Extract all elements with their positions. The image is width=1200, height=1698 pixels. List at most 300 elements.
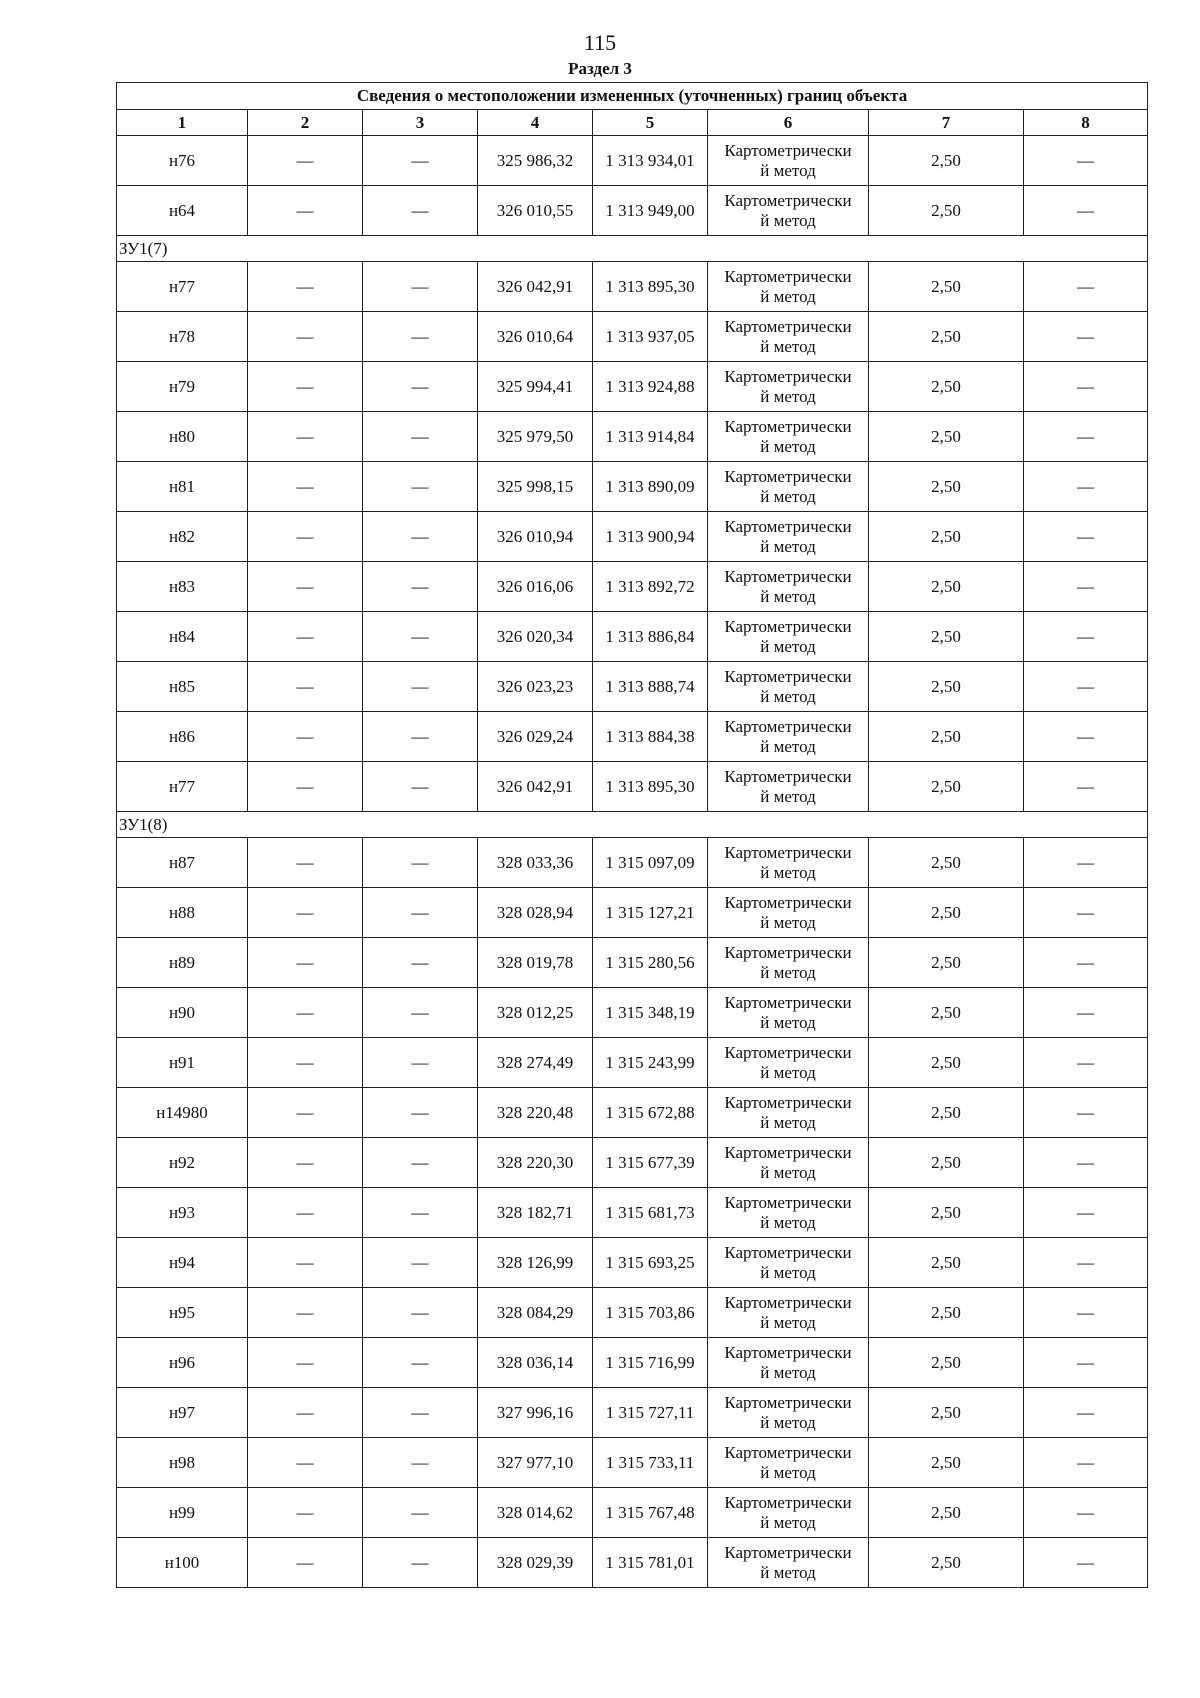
- method-line-1: Картометрически: [724, 516, 852, 536]
- method-cell: [708, 1088, 869, 1138]
- y-coordinate-cell: 1 315 727,11: [593, 1388, 708, 1438]
- point-name-cell: н92: [117, 1138, 248, 1188]
- y-coordinate-cell: 1 315 716,99: [593, 1338, 708, 1388]
- col2-cell: —: [248, 1438, 363, 1488]
- col2-cell: —: [248, 362, 363, 412]
- point-name-cell: н98: [117, 1438, 248, 1488]
- method-cell: [708, 662, 869, 712]
- y-coordinate-cell: 1 313 900,94: [593, 512, 708, 562]
- accuracy-cell: 2,50: [869, 512, 1024, 562]
- x-coordinate-cell: 328 033,36: [478, 838, 593, 888]
- table-row: [117, 186, 1148, 236]
- accuracy-cell: 2,50: [869, 888, 1024, 938]
- point-name-cell: н93: [117, 1188, 248, 1238]
- table-row: [117, 988, 1148, 1038]
- column-header: 7: [869, 110, 1024, 136]
- x-coordinate-cell: 326 010,55: [478, 186, 593, 236]
- y-coordinate-cell: 1 313 949,00: [593, 186, 708, 236]
- col3-cell: —: [363, 1338, 478, 1388]
- method-cell: [708, 938, 869, 988]
- accuracy-cell: 2,50: [869, 412, 1024, 462]
- method-cell: [708, 412, 869, 462]
- col2-cell: —: [248, 1038, 363, 1088]
- point-name-cell: н100: [117, 1538, 248, 1588]
- col2-cell: —: [248, 1088, 363, 1138]
- method-line-1: Картометрически: [724, 1042, 852, 1062]
- point-name-cell: н64: [117, 186, 248, 236]
- method-line-1: Картометрически: [724, 466, 852, 486]
- column-header: 5: [593, 110, 708, 136]
- method-line-1: Картометрически: [724, 416, 852, 436]
- table-row: [117, 1188, 1148, 1238]
- col8-cell: —: [1024, 1138, 1148, 1188]
- method-line-2: й метод: [760, 436, 816, 456]
- col8-cell: —: [1024, 712, 1148, 762]
- col2-cell: —: [248, 562, 363, 612]
- col2-cell: —: [248, 1538, 363, 1588]
- y-coordinate-cell: 1 315 767,48: [593, 1488, 708, 1538]
- accuracy-cell: 2,50: [869, 712, 1024, 762]
- col3-cell: —: [363, 312, 478, 362]
- point-name-cell: н88: [117, 888, 248, 938]
- point-name-cell: н86: [117, 712, 248, 762]
- method-cell: [708, 312, 869, 362]
- x-coordinate-cell: 327 977,10: [478, 1438, 593, 1488]
- y-coordinate-cell: 1 313 934,01: [593, 136, 708, 186]
- x-coordinate-cell: 326 020,34: [478, 612, 593, 662]
- method-line-1: Картометрически: [724, 1492, 852, 1512]
- method-cell: [708, 1338, 869, 1388]
- table-row: [117, 136, 1148, 186]
- x-coordinate-cell: 326 023,23: [478, 662, 593, 712]
- col3-cell: —: [363, 1538, 478, 1588]
- method-cell: [708, 186, 869, 236]
- method-line-1: Картометрически: [724, 766, 852, 786]
- method-line-2: й метод: [760, 786, 816, 806]
- method-line-1: Картометрически: [724, 366, 852, 386]
- accuracy-cell: 2,50: [869, 1388, 1024, 1438]
- method-line-1: Картометрически: [724, 266, 852, 286]
- y-coordinate-cell: 1 313 895,30: [593, 762, 708, 812]
- page-number: 115: [583, 30, 617, 55]
- col2-cell: —: [248, 662, 363, 712]
- x-coordinate-cell: 328 126,99: [478, 1238, 593, 1288]
- method-cell: [708, 1188, 869, 1238]
- y-coordinate-cell: 1 313 886,84: [593, 612, 708, 662]
- point-name-cell: н81: [117, 462, 248, 512]
- method-cell: [708, 1038, 869, 1088]
- x-coordinate-cell: 326 029,24: [478, 712, 593, 762]
- column-header: 2: [248, 110, 363, 136]
- group-label: ЗУ1(7): [117, 236, 1148, 262]
- point-name-cell: н77: [117, 262, 248, 312]
- col2-cell: —: [248, 512, 363, 562]
- col2-cell: —: [248, 462, 363, 512]
- col3-cell: —: [363, 362, 478, 412]
- point-name-cell: н83: [117, 562, 248, 612]
- point-name-cell: н89: [117, 938, 248, 988]
- table-row: [117, 1488, 1148, 1538]
- method-line-2: й метод: [760, 1112, 816, 1132]
- col3-cell: —: [363, 1488, 478, 1538]
- point-name-cell: н76: [117, 136, 248, 186]
- method-cell: [708, 1138, 869, 1188]
- column-header: 6: [708, 110, 869, 136]
- table-row: [117, 1438, 1148, 1488]
- method-cell: [708, 1438, 869, 1488]
- col3-cell: —: [363, 888, 478, 938]
- point-name-cell: н96: [117, 1338, 248, 1388]
- col3-cell: —: [363, 1438, 478, 1488]
- table-caption: Сведения о местоположении измененных (уточненных) границ объекта: [117, 83, 1148, 110]
- x-coordinate-cell: 325 979,50: [478, 412, 593, 462]
- y-coordinate-cell: 1 315 127,21: [593, 888, 708, 938]
- method-line-2: й метод: [760, 1162, 816, 1182]
- col3-cell: —: [363, 1038, 478, 1088]
- table-caption-row: [117, 83, 1148, 110]
- accuracy-cell: 2,50: [869, 662, 1024, 712]
- method-line-1: Картометрически: [724, 1442, 852, 1462]
- method-line-2: й метод: [760, 1262, 816, 1282]
- method-line-1: Картометрически: [724, 616, 852, 636]
- y-coordinate-cell: 1 313 884,38: [593, 712, 708, 762]
- accuracy-cell: 2,50: [869, 136, 1024, 186]
- col2-cell: —: [248, 186, 363, 236]
- table-row: [117, 838, 1148, 888]
- col8-cell: —: [1024, 462, 1148, 512]
- col2-cell: —: [248, 712, 363, 762]
- col8-cell: —: [1024, 662, 1148, 712]
- method-cell: [708, 762, 869, 812]
- y-coordinate-cell: 1 313 924,88: [593, 362, 708, 412]
- x-coordinate-cell: 328 019,78: [478, 938, 593, 988]
- method-line-2: й метод: [760, 386, 816, 406]
- method-cell: [708, 838, 869, 888]
- y-coordinate-cell: 1 313 890,09: [593, 462, 708, 512]
- x-coordinate-cell: 325 998,15: [478, 462, 593, 512]
- method-cell: [708, 712, 869, 762]
- col8-cell: —: [1024, 612, 1148, 662]
- point-name-cell: н77: [117, 762, 248, 812]
- col8-cell: —: [1024, 988, 1148, 1038]
- method-cell: [708, 888, 869, 938]
- col8-cell: —: [1024, 1038, 1148, 1088]
- table-row: [117, 512, 1148, 562]
- table-row: [117, 562, 1148, 612]
- y-coordinate-cell: 1 313 895,30: [593, 262, 708, 312]
- method-line-2: й метод: [760, 1212, 816, 1232]
- col8-cell: —: [1024, 1388, 1148, 1438]
- col8-cell: —: [1024, 1538, 1148, 1588]
- method-line-1: Картометрически: [724, 992, 852, 1012]
- table-row: [117, 1038, 1148, 1088]
- col8-cell: —: [1024, 312, 1148, 362]
- table-row: [117, 888, 1148, 938]
- col2-cell: —: [248, 412, 363, 462]
- accuracy-cell: 2,50: [869, 1438, 1024, 1488]
- method-line-1: Картометрически: [724, 316, 852, 336]
- col8-cell: —: [1024, 1188, 1148, 1238]
- table-row: [117, 612, 1148, 662]
- method-line-2: й метод: [760, 286, 816, 306]
- accuracy-cell: 2,50: [869, 1188, 1024, 1238]
- col8-cell: —: [1024, 562, 1148, 612]
- method-line-1: Картометрически: [724, 566, 852, 586]
- accuracy-cell: 2,50: [869, 1038, 1024, 1088]
- table-row: [117, 1288, 1148, 1338]
- x-coordinate-cell: 326 010,64: [478, 312, 593, 362]
- col2-cell: —: [248, 136, 363, 186]
- col3-cell: —: [363, 186, 478, 236]
- method-line-1: Картометрически: [724, 1392, 852, 1412]
- x-coordinate-cell: 328 220,48: [478, 1088, 593, 1138]
- x-coordinate-cell: 326 042,91: [478, 762, 593, 812]
- table-row: [117, 662, 1148, 712]
- x-coordinate-cell: 328 274,49: [478, 1038, 593, 1088]
- col3-cell: —: [363, 1288, 478, 1338]
- method-line-1: Картометрически: [724, 842, 852, 862]
- method-cell: [708, 362, 869, 412]
- col8-cell: —: [1024, 888, 1148, 938]
- method-line-2: й метод: [760, 1012, 816, 1032]
- method-cell: [708, 462, 869, 512]
- col2-cell: —: [248, 1388, 363, 1438]
- y-coordinate-cell: 1 313 937,05: [593, 312, 708, 362]
- method-line-2: й метод: [760, 962, 816, 982]
- col2-cell: —: [248, 1488, 363, 1538]
- y-coordinate-cell: 1 313 892,72: [593, 562, 708, 612]
- accuracy-cell: 2,50: [869, 762, 1024, 812]
- method-cell: [708, 136, 869, 186]
- method-cell: [708, 612, 869, 662]
- col2-cell: —: [248, 1338, 363, 1388]
- point-name-cell: н80: [117, 412, 248, 462]
- y-coordinate-cell: 1 315 280,56: [593, 938, 708, 988]
- y-coordinate-cell: 1 315 672,88: [593, 1088, 708, 1138]
- col3-cell: —: [363, 562, 478, 612]
- col8-cell: —: [1024, 938, 1148, 988]
- col8-cell: —: [1024, 136, 1148, 186]
- method-line-1: Картометрически: [724, 1192, 852, 1212]
- x-coordinate-cell: 328 028,94: [478, 888, 593, 938]
- table-row: [117, 1388, 1148, 1438]
- method-line-2: й метод: [760, 210, 816, 230]
- accuracy-cell: 2,50: [869, 988, 1024, 1038]
- y-coordinate-cell: 1 315 677,39: [593, 1138, 708, 1188]
- column-header: 8: [1024, 110, 1148, 136]
- accuracy-cell: 2,50: [869, 186, 1024, 236]
- method-line-1: Картометрически: [724, 140, 852, 160]
- method-line-2: й метод: [760, 1562, 816, 1582]
- method-line-1: Картометрически: [724, 892, 852, 912]
- col2-cell: —: [248, 262, 363, 312]
- col3-cell: —: [363, 1088, 478, 1138]
- table-row: [117, 1138, 1148, 1188]
- col2-cell: —: [248, 1188, 363, 1238]
- accuracy-cell: 2,50: [869, 1338, 1024, 1388]
- x-coordinate-cell: 328 084,29: [478, 1288, 593, 1338]
- point-name-cell: н87: [117, 838, 248, 888]
- table-row: [117, 938, 1148, 988]
- table-row: [117, 1088, 1148, 1138]
- col8-cell: —: [1024, 1088, 1148, 1138]
- col2-cell: —: [248, 988, 363, 1038]
- method-line-2: й метод: [760, 862, 816, 882]
- col8-cell: —: [1024, 1238, 1148, 1288]
- table-row: [117, 762, 1148, 812]
- method-cell: [708, 1488, 869, 1538]
- col8-cell: —: [1024, 412, 1148, 462]
- x-coordinate-cell: 325 994,41: [478, 362, 593, 412]
- method-line-1: Картометрически: [724, 1242, 852, 1262]
- col8-cell: —: [1024, 838, 1148, 888]
- accuracy-cell: 2,50: [869, 562, 1024, 612]
- method-line-1: Картометрически: [724, 942, 852, 962]
- method-line-2: й метод: [760, 636, 816, 656]
- col2-cell: —: [248, 838, 363, 888]
- col8-cell: —: [1024, 1438, 1148, 1488]
- table-row: [117, 1238, 1148, 1288]
- method-line-2: й метод: [760, 160, 816, 180]
- coordinates-table: [116, 82, 1148, 1588]
- col8-cell: —: [1024, 186, 1148, 236]
- method-line-1: Картометрически: [724, 1092, 852, 1112]
- col8-cell: —: [1024, 1488, 1148, 1538]
- accuracy-cell: 2,50: [869, 612, 1024, 662]
- col3-cell: —: [363, 1238, 478, 1288]
- col8-cell: —: [1024, 1288, 1148, 1338]
- y-coordinate-cell: 1 315 703,86: [593, 1288, 708, 1338]
- column-header-row: [117, 110, 1148, 136]
- col2-cell: —: [248, 312, 363, 362]
- group-row: [117, 812, 1148, 838]
- col2-cell: —: [248, 938, 363, 988]
- method-line-1: Картометрически: [724, 190, 852, 210]
- col3-cell: —: [363, 136, 478, 186]
- col3-cell: —: [363, 712, 478, 762]
- table-row: [117, 362, 1148, 412]
- col3-cell: —: [363, 1388, 478, 1438]
- method-line-1: Картометрически: [724, 666, 852, 686]
- point-name-cell: н85: [117, 662, 248, 712]
- col8-cell: —: [1024, 762, 1148, 812]
- point-name-cell: н97: [117, 1388, 248, 1438]
- col3-cell: —: [363, 462, 478, 512]
- method-line-2: й метод: [760, 736, 816, 756]
- method-cell: [708, 1388, 869, 1438]
- method-line-2: й метод: [760, 536, 816, 556]
- y-coordinate-cell: 1 313 888,74: [593, 662, 708, 712]
- method-line-2: й метод: [760, 1312, 816, 1332]
- x-coordinate-cell: 328 014,62: [478, 1488, 593, 1538]
- col2-cell: —: [248, 1238, 363, 1288]
- point-name-cell: н90: [117, 988, 248, 1038]
- method-cell: [708, 262, 869, 312]
- accuracy-cell: 2,50: [869, 1488, 1024, 1538]
- col2-cell: —: [248, 1138, 363, 1188]
- accuracy-cell: 2,50: [869, 1538, 1024, 1588]
- point-name-cell: н99: [117, 1488, 248, 1538]
- point-name-cell: н78: [117, 312, 248, 362]
- method-line-2: й метод: [760, 1062, 816, 1082]
- point-name-cell: н84: [117, 612, 248, 662]
- point-name-cell: н94: [117, 1238, 248, 1288]
- col3-cell: —: [363, 938, 478, 988]
- x-coordinate-cell: 328 182,71: [478, 1188, 593, 1238]
- column-header: 4: [478, 110, 593, 136]
- x-coordinate-cell: 328 029,39: [478, 1538, 593, 1588]
- col8-cell: —: [1024, 362, 1148, 412]
- col3-cell: —: [363, 1188, 478, 1238]
- table-row: [117, 262, 1148, 312]
- accuracy-cell: 2,50: [869, 362, 1024, 412]
- accuracy-cell: 2,50: [869, 1138, 1024, 1188]
- point-name-cell: н79: [117, 362, 248, 412]
- col3-cell: —: [363, 512, 478, 562]
- point-name-cell: н91: [117, 1038, 248, 1088]
- x-coordinate-cell: 326 010,94: [478, 512, 593, 562]
- x-coordinate-cell: 326 016,06: [478, 562, 593, 612]
- x-coordinate-cell: 325 986,32: [478, 136, 593, 186]
- col3-cell: —: [363, 412, 478, 462]
- col3-cell: —: [363, 1138, 478, 1188]
- method-line-2: й метод: [760, 1462, 816, 1482]
- table-row: [117, 1338, 1148, 1388]
- col2-cell: —: [248, 1288, 363, 1338]
- col3-cell: —: [363, 988, 478, 1038]
- col8-cell: —: [1024, 512, 1148, 562]
- method-line-2: й метод: [760, 336, 816, 356]
- point-name-cell: н95: [117, 1288, 248, 1338]
- accuracy-cell: 2,50: [869, 1088, 1024, 1138]
- x-coordinate-cell: 328 220,30: [478, 1138, 593, 1188]
- x-coordinate-cell: 328 036,14: [478, 1338, 593, 1388]
- method-line-2: й метод: [760, 686, 816, 706]
- point-name-cell: н14980: [117, 1088, 248, 1138]
- method-line-2: й метод: [760, 486, 816, 506]
- x-coordinate-cell: 326 042,91: [478, 262, 593, 312]
- accuracy-cell: 2,50: [869, 838, 1024, 888]
- accuracy-cell: 2,50: [869, 1288, 1024, 1338]
- col2-cell: —: [248, 612, 363, 662]
- table-row: [117, 712, 1148, 762]
- y-coordinate-cell: 1 315 681,73: [593, 1188, 708, 1238]
- y-coordinate-cell: 1 313 914,84: [593, 412, 708, 462]
- point-name-cell: н82: [117, 512, 248, 562]
- y-coordinate-cell: 1 315 097,09: [593, 838, 708, 888]
- y-coordinate-cell: 1 315 348,19: [593, 988, 708, 1038]
- method-line-1: Картометрически: [724, 1292, 852, 1312]
- col3-cell: —: [363, 262, 478, 312]
- method-line-2: й метод: [760, 1362, 816, 1382]
- column-header: 3: [363, 110, 478, 136]
- accuracy-cell: 2,50: [869, 312, 1024, 362]
- table-row: [117, 462, 1148, 512]
- section-title: Раздел 3: [568, 59, 632, 78]
- y-coordinate-cell: 1 315 243,99: [593, 1038, 708, 1088]
- col2-cell: —: [248, 888, 363, 938]
- method-line-1: Картометрически: [724, 716, 852, 736]
- y-coordinate-cell: 1 315 733,11: [593, 1438, 708, 1488]
- accuracy-cell: 2,50: [869, 262, 1024, 312]
- method-line-1: Картометрически: [724, 1142, 852, 1162]
- x-coordinate-cell: 327 996,16: [478, 1388, 593, 1438]
- table-row: [117, 1538, 1148, 1588]
- col8-cell: —: [1024, 1338, 1148, 1388]
- accuracy-cell: 2,50: [869, 938, 1024, 988]
- col8-cell: —: [1024, 262, 1148, 312]
- col3-cell: —: [363, 662, 478, 712]
